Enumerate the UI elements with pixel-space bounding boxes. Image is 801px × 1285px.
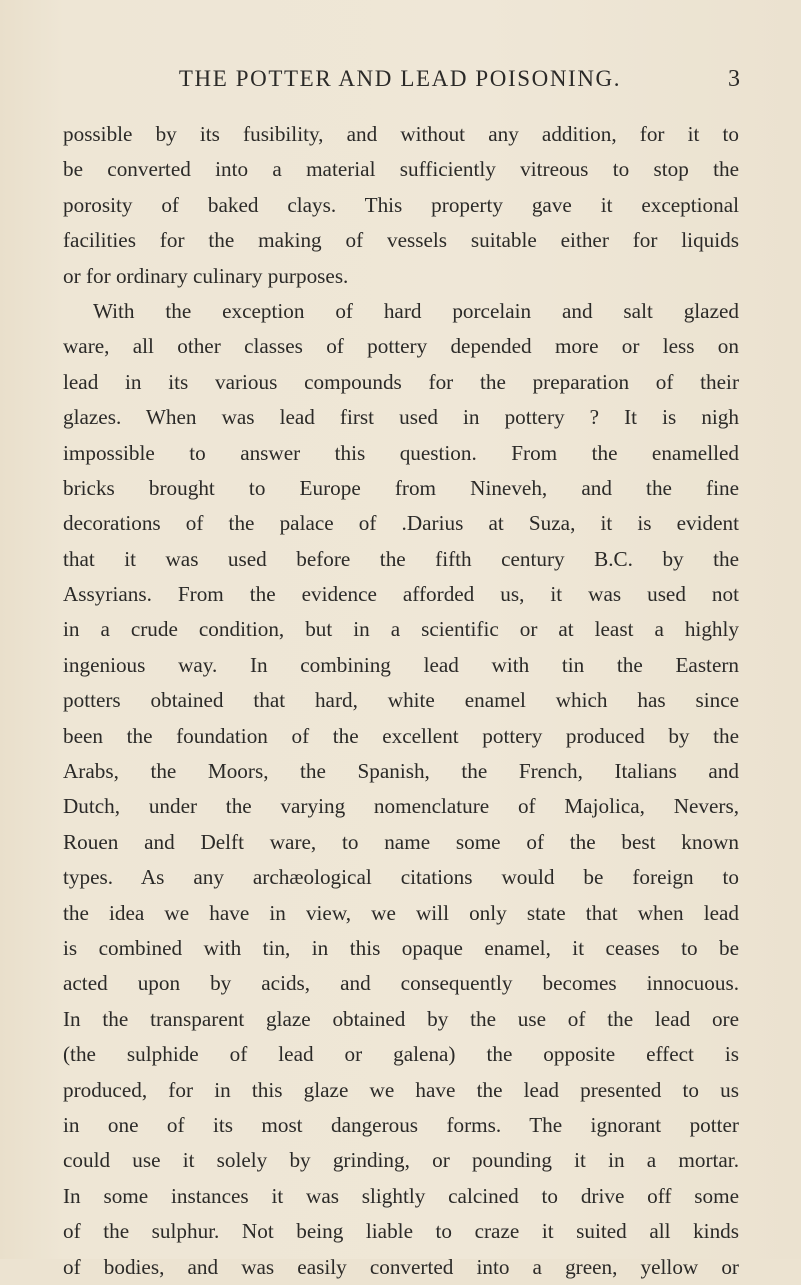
text-line: the idea we have in view, we will only state that when lead — [63, 900, 739, 925]
text-line: glazes. When was lead first used in pottery ? It is nigh — [63, 405, 739, 430]
text-line: could use it solely by grinding, or pounding it in a mortar. — [63, 1148, 739, 1173]
text-line: Arabs, the Moors, the Spanish, the French, Italians and — [63, 759, 739, 784]
text-line: With the exception of hard porcelain and salt glazed — [93, 298, 739, 323]
text-line: acted upon by acids, and consequently becomes innocuous. — [63, 971, 739, 996]
text-line: In some instances it was slightly calcined to drive off some — [63, 1183, 739, 1208]
text-line: Assyrians. From the evidence afforded us, it was used not — [63, 582, 739, 607]
text-line: been the foundation of the excellent pottery produced by the — [63, 723, 739, 748]
text-line: ware, all other classes of pottery depended more or less on — [63, 334, 739, 359]
text-line: impossible to answer this question. From the enamelled — [63, 440, 739, 465]
body-text — [63, 117, 739, 1285]
text-line: of the sulphur. Not being liable to craze it suited all kinds — [63, 1219, 739, 1244]
text-line: Rouen and Delft ware, to name some of the best known — [63, 829, 739, 854]
text-line: that it was used before the fifth century B.C. by the — [63, 546, 739, 571]
text-line: Dutch, under the varying nomenclature of Majolica, Nevers, — [63, 794, 739, 819]
text-line: is combined with tin, in this opaque enamel, it ceases to be — [63, 935, 739, 960]
running-head — [60, 62, 740, 96]
text-line: decorations of the palace of .Darius at Suza, it is evident — [63, 511, 739, 536]
running-title: THE POTTER AND LEAD POISONING. — [178, 66, 622, 91]
text-line: (the sulphide of lead or galena) the opposite effect is — [63, 1042, 739, 1067]
text-line: possible by its fusibility, and without any addition, for it to — [63, 122, 739, 146]
text-line: bricks brought to Europe from Nineveh, and the fine — [63, 475, 739, 500]
text-line: lead in its various compounds for the preparation of their — [63, 369, 739, 394]
text-line: produced, for in this glaze we have the lead presented to us — [63, 1077, 739, 1102]
text-line: facilities for the making of vessels suitable either for liquids — [63, 228, 739, 253]
page-number: 3 — [728, 66, 740, 92]
text-line: be converted into a material sufficiently vitreous to stop the — [63, 157, 739, 182]
text-line: or for ordinary culinary purposes. — [63, 263, 349, 288]
text-line: porosity of baked clays. This property gave it exceptional — [63, 192, 739, 217]
text-line: In the transparent glaze obtained by the use of the lead ore — [63, 1006, 739, 1031]
text-line: types. As any archæological citations would be foreign to — [63, 865, 739, 890]
text-line: of bodies, and was easily converted into a green, yellow or — [63, 1254, 739, 1279]
text-line: in one of its most dangerous forms. The ignorant potter — [63, 1112, 739, 1137]
text-line: in a crude condition, but in a scientific or at least a highly — [63, 617, 739, 642]
text-line: potters obtained that hard, white enamel which has since — [63, 688, 739, 713]
text-line: ingenious way. In combining lead with tin the Eastern — [63, 652, 739, 677]
